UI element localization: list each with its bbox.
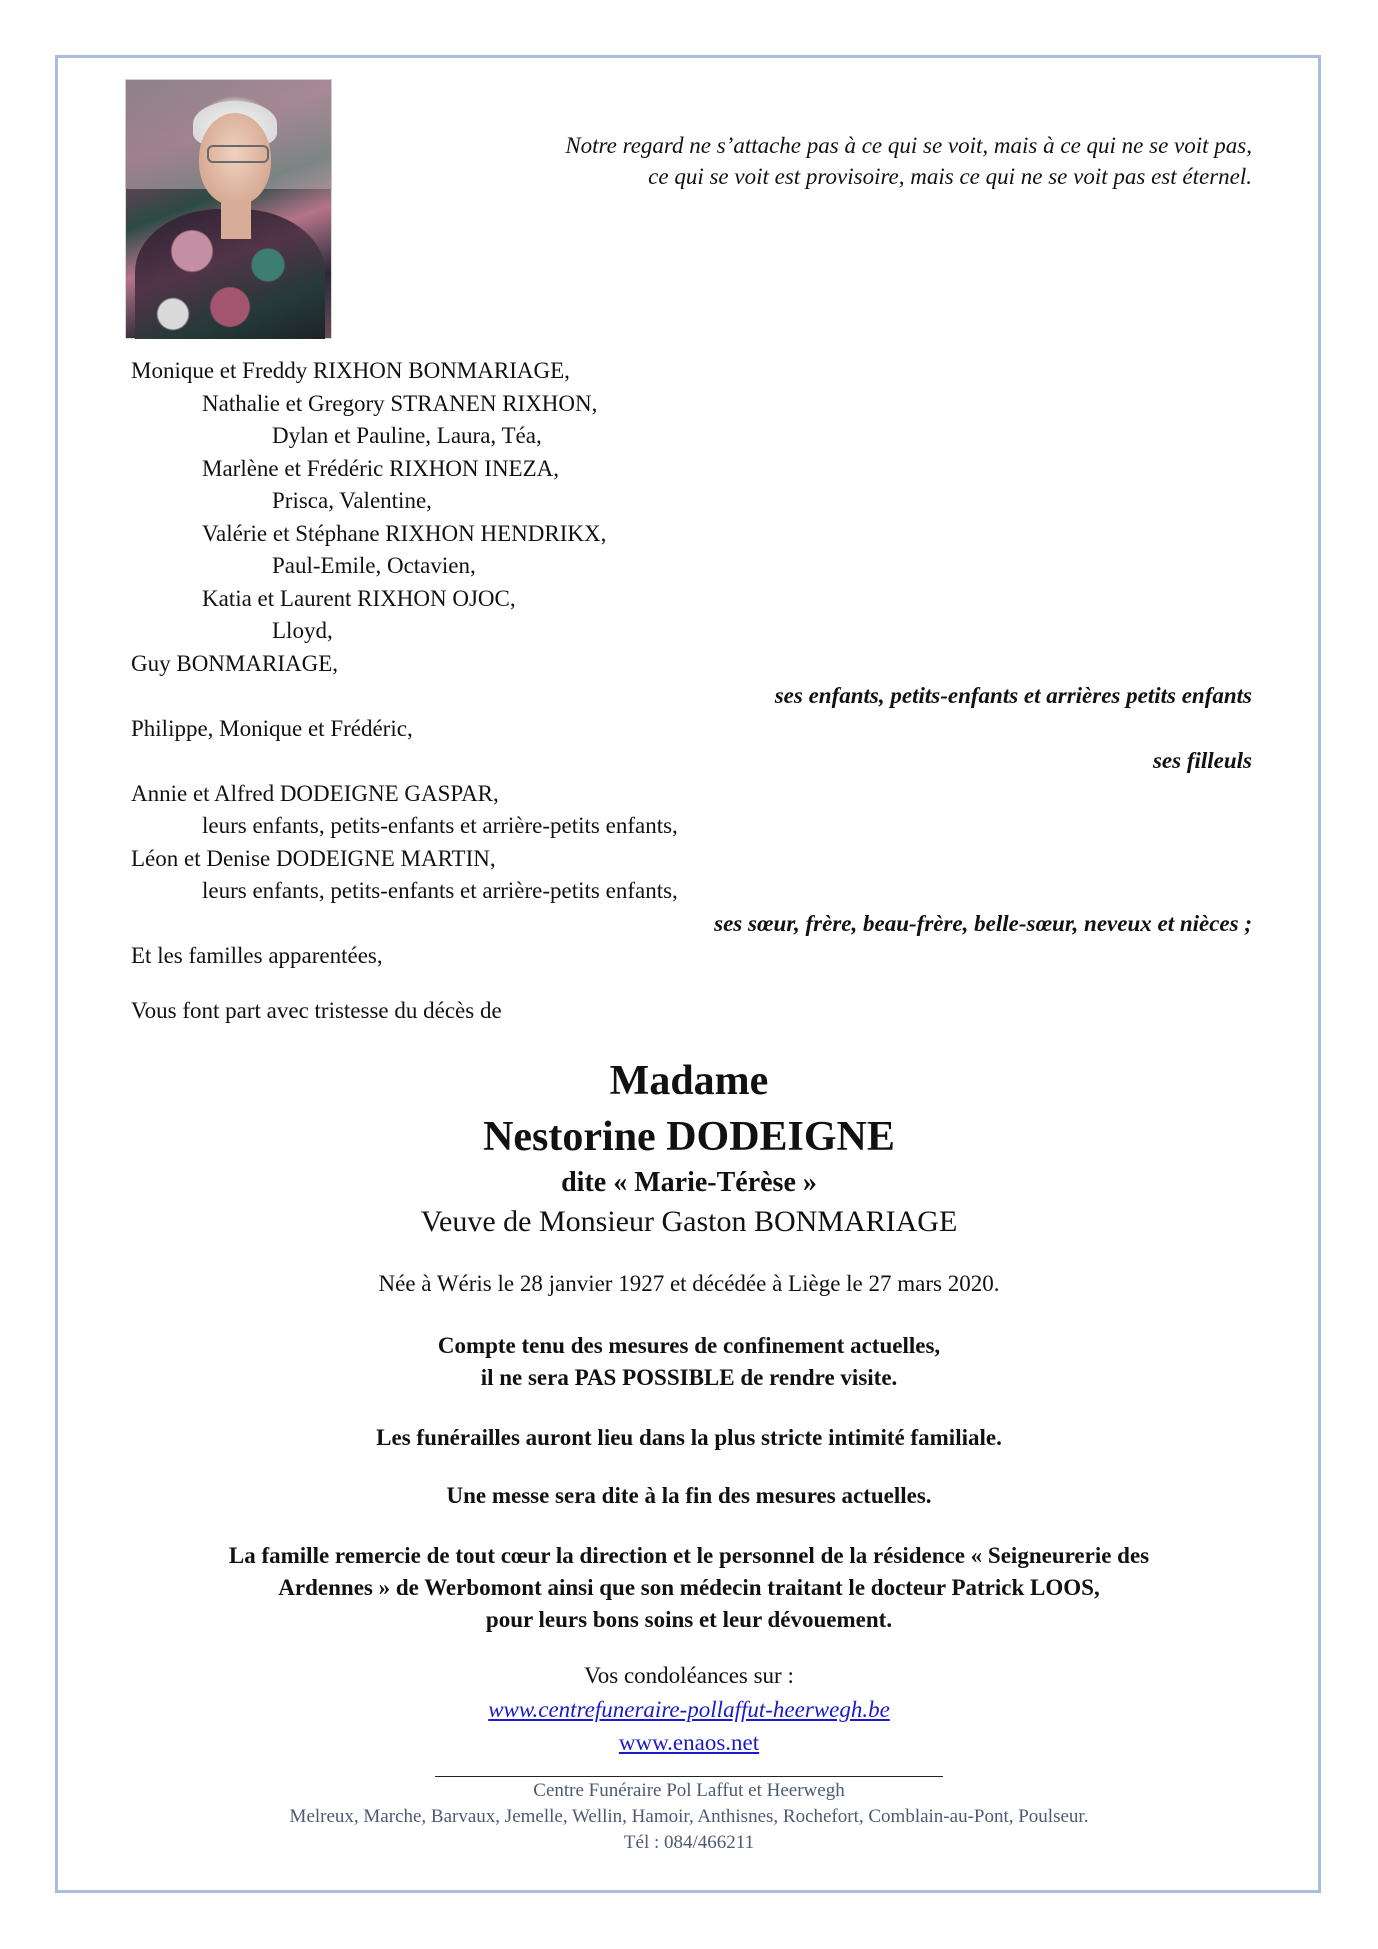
quote-line-1: Notre regard ne s’attache pas à ce qui se voit, mais à ce qui ne se voit pas,	[565, 133, 1252, 158]
deceased-title: Madame	[609, 1058, 769, 1104]
quote-line-2: ce qui se voit est provisoire, mais ce qui ne se voit pas est éternel.	[648, 164, 1252, 189]
family-line: Dylan et Pauline, Laura, Téa,	[272, 423, 542, 448]
family-line: Léon et Denise DODEIGNE MARTIN,	[131, 845, 496, 871]
family-line: Et les familles apparentées,	[131, 943, 383, 968]
family-line: leurs enfants, petits-enfants et arrière-petits enfants,	[202, 878, 678, 903]
family-line: Paul-Emile, Octavien,	[272, 553, 476, 578]
bible-quote	[565, 130, 1252, 192]
thanks-line-2: Ardennes » de Werbomont ainsi que son médecin traitant le docteur Patrick LOOS,	[278, 1575, 1100, 1600]
condolences-link-row-2	[0, 1727, 1378, 1759]
condolences-link-row-1	[0, 1694, 1378, 1726]
family-line: Katia et Laurent RIXHON OJOC,	[202, 585, 516, 611]
family-list	[0, 355, 1378, 973]
family-line: Guy BONMARIAGE,	[131, 650, 338, 676]
thanks-line-3: pour leurs bons soins et leur dévouement.	[485, 1607, 893, 1632]
funeral-notice: Les funérailles auront lieu dans la plus stricte intimité familiale.	[376, 1425, 1002, 1450]
portrait-photo	[125, 79, 332, 339]
family-line: Monique et Freddy RIXHON BONMARIAGE,	[131, 358, 570, 383]
family-line: Annie et Alfred DODEIGNE GASPAR,	[131, 780, 499, 806]
portrait-glasses	[207, 145, 269, 163]
footer-divider	[435, 1776, 943, 1777]
thanks-line-1: La famille remercie de tout cœur la direction et le personnel de la résidence « Seigneurerie des	[228, 1543, 1150, 1568]
family-line: Lloyd,	[272, 618, 333, 643]
mass-notice: Une messe sera dite à la fin des mesures actuelles.	[446, 1483, 932, 1508]
relation-label: ses sœur, frère, beau-frère, belle-sœur, neveux et nièces ;	[714, 910, 1252, 936]
confinement-line-1: Compte tenu des mesures de confinement actuelles,	[437, 1333, 941, 1358]
funeral-home-name: Centre Funéraire Pol Laffut et Heerwegh	[533, 1780, 845, 1801]
birth-death-dates: Née à Wéris le 28 janvier 1927 et décédée à Liège le 27 mars 2020.	[378, 1271, 1000, 1296]
deceased-name: Nestorine DODEIGNE	[483, 1114, 895, 1160]
enaos-website-link[interactable]: www.enaos.net	[618, 1730, 760, 1755]
announcement-intro: Vous font part avec tristesse du décès de	[131, 998, 502, 1023]
condolences-label: Vos condoléances sur :	[584, 1663, 794, 1688]
confinement-line-2: il ne sera PAS POSSIBLE de rendre visite.	[480, 1365, 898, 1390]
family-line: Philippe, Monique et Frédéric,	[131, 715, 413, 741]
family-line: Marlène et Frédéric RIXHON INEZA,	[202, 455, 560, 481]
funeral-home-phone: Tél : 084/466211	[623, 1832, 755, 1853]
family-line: Prisca, Valentine,	[272, 488, 432, 513]
funeral-home-website-link[interactable]: www.centrefuneraire-pollaffut-heerwegh.be	[488, 1697, 890, 1722]
family-line: Valérie et Stéphane RIXHON HENDRIKX,	[202, 520, 607, 546]
funeral-home-locations: Melreux, Marche, Barvaux, Jemelle, Wellin, Hamoir, Anthisnes, Rochefort, Comblain-au-Pont, Poulseur.	[289, 1806, 1089, 1827]
family-line: Nathalie et Gregory STRANEN RIXHON,	[202, 390, 598, 416]
deceased-nickname: dite « Marie-Térèse »	[561, 1167, 817, 1198]
deceased-widow-of: Veuve de Monsieur Gaston BONMARIAGE	[420, 1205, 958, 1238]
thanks-notice	[0, 1540, 1378, 1636]
family-line: leurs enfants, petits-enfants et arrière-petits enfants,	[202, 813, 678, 838]
relation-label: ses enfants, petits-enfants et arrières petits enfants	[774, 683, 1252, 708]
portrait-neck	[221, 199, 251, 239]
relation-label: ses filleuls	[1152, 748, 1252, 773]
confinement-notice	[0, 1330, 1378, 1394]
